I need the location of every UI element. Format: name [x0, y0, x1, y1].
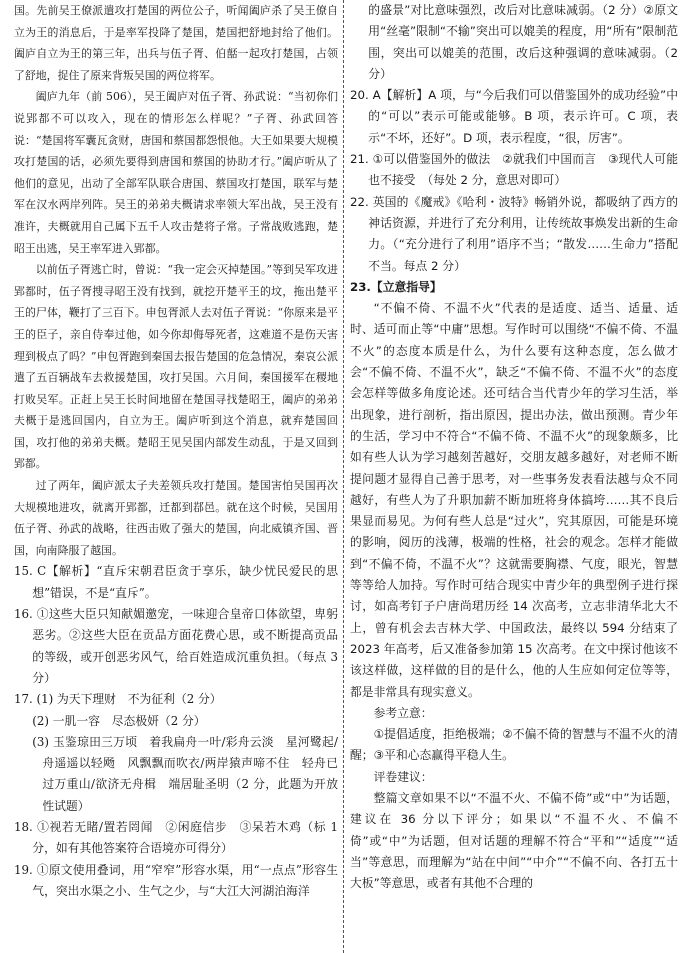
- answer-17-3: (3) 玉鉴琼田三万顷 着我扁舟一叶/彩舟云淡 星河鹭起/舟遥遥以轻飏 风飘飘而吹衣/两岸猿声啼不住 轻舟已过万重山/欲济无舟楫 端居耻圣明（2 分，此题为开放性试题）: [32, 734, 338, 813]
- left-column: [14, 0, 338, 953]
- translation-paragraph: 以前伍子胥逃亡时，曾说：“我一定会灭掉楚国。”等到吴军攻进郢都时，伍子胥搜寻昭王没有找到，就挖开楚平王的坟，拖出楚平王的尸体，鞭打了三百下。申包胥派人去对伍子胥说：“你原来是平王的臣子，亲自侍奉过他，如今你却侮辱死者，这难道不是伤天害理到极点了吗？”申包胥跑到秦国去报告楚国的危急情况，秦哀公派遣了五百辆战车去救援楚国，攻打吴国。六月间，秦国援军在稷地打败吴军。正赶上吴王长时间地留在楚国寻找楚昭王，阖庐的弟弟夫概于是逃回国内，自立为王。阖庐听到这个消息，就弃楚国回国，攻打他的弟弟夫概。楚昭王见吴国内部发生动乱，于是又回到郢都。: [14, 263, 338, 471]
- translation-paragraph: 过了两年，阖庐派太子夫差领兵攻打楚国。楚国害怕吴国再次大规模地进攻，就离开郢都，迁都到鄀邑。就在这个时候，吴国用伍子胥、孙武的战略，往西击败了强大的楚国，向北威镇齐国、晋国，向南降服了越国。: [14, 479, 338, 557]
- answer-19-continued: 的盛景”对比意味强烈，改后对比意味减弱。（2 分）②原文用“丝毫”限制“不输”突出可以媲美的程度，用“所有”限制范围，突出可以媲美的范围，改后这种强调的意味减弱。（2 分）: [368, 3, 678, 81]
- answer-18: 18. ①视若无睹/置若罔闻 ②闲庭信步 ③呆若木鸡（标 1 分，如有其他答案符合语境亦可得分）: [14, 820, 338, 856]
- answer-22: 22. 英国的《魔戒》《哈利・波特》畅销外说，都吸纳了西方的神话资源，并进行了充分利用，让传统故事焕发出新的生命力。（“充分进行了利用”语序不当；“散发……生命力”搭配不当。每点 2 分）: [350, 194, 678, 273]
- answer-19: 19. ①原文使用叠词，用“窄窄”形容水渠，用“一点点”形容生气，突出水渠之小、生气之少，与“大江大河湖泊海洋: [14, 862, 338, 898]
- column-divider: [343, 0, 344, 953]
- right-column: [350, 0, 678, 953]
- left-answers: [14, 561, 338, 902]
- answer-21: 21. ①可以借鉴国外的做法 ②就我们中国而言 ③现代人可能也不接受 （每处 2 分，意思对即可）: [350, 152, 678, 188]
- answer-16: 16. ①这些大臣只知献媚邀宠，一味迎合皇帝口体欲望，卑躬恶劣。②这些大臣在贡品方面花费心思，或不断提高贡品的等级，或开创恶劣风气，给百姓造成沉重负担。（每点 3 分）: [14, 607, 338, 685]
- translation-paragraph: 阖庐九年（前 506），吴王阖庐对伍子胥、孙武说：“当初你们说郢都不可以攻入，现在的情形怎么样呢？”子胥、孙武回答说：“楚国将军囊瓦贪财，唐国和蔡国都怨恨他。大王如果要大规模攻打楚国的话，必须先要得到唐国和蔡国的协助才行。”阖庐听从了他们的意见，出动了全部军队联合唐国、蔡国攻打楚国，联军与楚军在汉水两岸列阵。吴王的弟弟夫概请求率领大军出战，吴王没有准许，夫概就用自己属下五千人攻击楚将子常。子常战败逃跑，楚昭王出逃，吴王率军进入郢都。: [14, 90, 338, 255]
- answer-23-heading: 23.【立意指导】: [350, 279, 442, 294]
- answer-20: 20. A【解析】A 项，与“今后我们可以借鉴国外的成功经验”中的“可以”表示可能或能够。B 项，表示许可。C 项，表示“不坏，还好”。D 项，表示程度，“很，厉害”。: [350, 88, 678, 145]
- answer-23-guidance: “不偏不倚、不温不火”代表的是适度、适当、适量、适时、适可而止等“中庸”思想。写作时可以围绕“不偏不倚、不温不火”的态度本质是什么，为什么要有这种态度，怎么做才会“不偏不倚、不温不火”，缺乏“不偏不倚、不温不火”的态度会怎样等做多角度论述。还可结合当代青少年的学习生活，举出现象，进行剖析，指出原因，提出办法，做出预测。青少年的生活，学习中不符合“不偏不倚、不温不火”的现象颇多，比如有些人认为学习越刻苦越好，交朋友越多越好，对老师不断提问题才显得自己善于思考，对一些事务发表看法越与众不同越好，有些人为了升职加薪不断加班将身体搞垮……其不良后果显而易见。为何有些人总是“过火”，究其原因，可能是环境的影响，阅历的浅薄，极端的性格，社会的观念。怎样才能做到“不偏不倚，不温不火”？这就需要胸襟、气度，眼光，智慧等等给人加持。写作时可结合现实中青少年的典型例子进行探讨，如高考钉子户唐尚珺历经 14 次高考，立志非清华北大不上，曾有机会去吉林大学、中国政法，最终以 594 分结束了 2023 年高考，后又准备参加第 15 次高考。在文中探讨他该不该这样做，这样做的目的是什么，他的人生应如何定位等等，都是非常具有现实意义。: [350, 301, 678, 699]
- reference-ideas: ①提倡适度，拒绝极端；②不偏不倚的智慧与不温不火的清醒；③平和心态赢得平稳人生。: [350, 727, 678, 763]
- answer-17-1: 17. (1) 为天下理财 不为征利（2 分）: [14, 692, 222, 707]
- reference-heading: 参考立意：: [373, 705, 433, 720]
- answer-17-2: (2) 一肌一容 尽态极妍（2 分）: [32, 713, 206, 728]
- grading-heading: 评卷建议：: [373, 769, 433, 784]
- grading-suggestions: 整篇文章如果不以“不温不火、不偏不倚”或“中”为话题，建议在 36 分以下评分；如果以“不温不火、不偏不倚”或“中”为话题，但对话题的理解不符合“平和”“适度”“适当”等意思，而理解为“站在中间”“中介”“不偏不向、各打五十大板”等意思，或者有其他不合理的: [350, 790, 678, 891]
- translation-paragraph: 国。先前吴王僚派遣攻打楚国的两位公子，听闻阖庐杀了吴王僚自立为王的消息后，于是率军投降了楚国，楚国把舒地封给了他们。阖庐自立为王的第三年，出兵与伍子胥、伯嚭一起攻打楚国，占领了舒地，捉住了原来背叛吴国的两位将军。: [14, 4, 338, 82]
- answer-15: 15. C【解析】“直斥宋朝君臣贪于享乐，缺少忧民爱民的思想”错误，不是“直斥”。: [14, 564, 338, 600]
